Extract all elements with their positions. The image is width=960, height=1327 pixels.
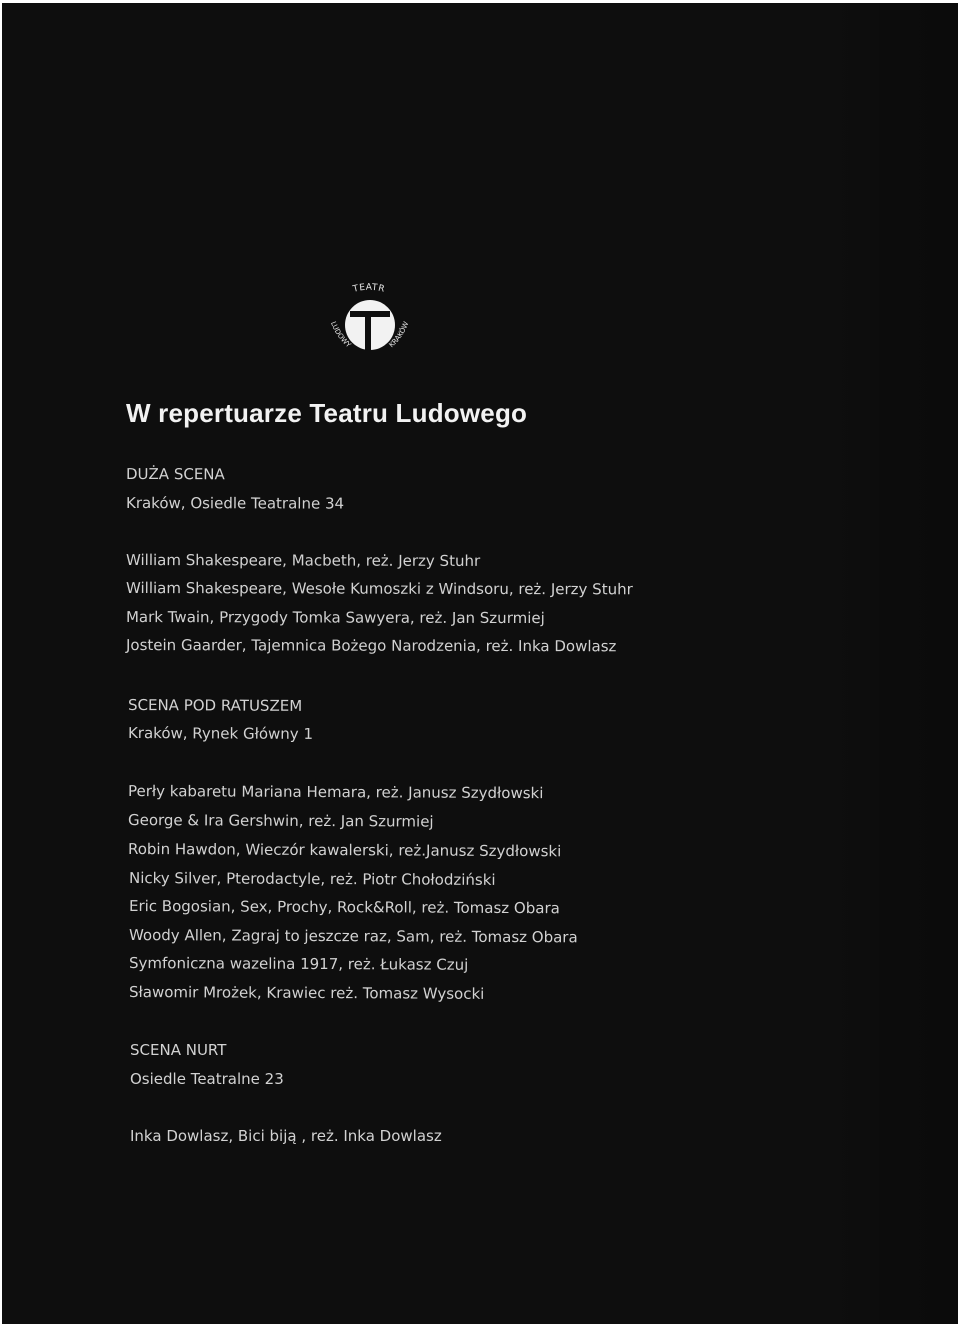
list-item: Sławomir Mrożek, Krawiec reż. Tomasz Wysocki — [128, 983, 485, 1003]
section-address: Osiedle Teatralne 23 — [130, 1070, 284, 1088]
list-item: Perły kabaretu Mariana Hemara, reż. Janusz Szydłowski — [127, 782, 544, 803]
list-item: William Shakespeare, Macbeth, reż. Jerzy Stuhr — [125, 551, 481, 570]
list-item: Nicky Silver, Pterodactyle, reż. Piotr Chołodziński — [128, 869, 496, 889]
list-item: Inka Dowlasz, Bici biją , reż. Inka Dowlasz — [130, 1127, 442, 1145]
teatr-ludowy-logo-icon — [319, 280, 419, 362]
list-item: William Shakespeare, Wesołe Kumoszki z Windsoru, reż. Jerzy Stuhr — [125, 579, 633, 599]
logo-right-text: KRAKÓW — [387, 320, 411, 350]
section-address: Kraków, Rynek Główny 1 — [127, 724, 314, 743]
section-name: DUŻA SCENA — [125, 465, 225, 484]
list-item: Robin Hawdon, Wieczór kawalerski, reż.Janusz Szydłowski — [127, 840, 562, 861]
logo-top-text: TEATR — [351, 282, 386, 295]
svg-text:TEATR — [351, 283, 386, 295]
right-edge-shading — [820, 3, 958, 1324]
list-item: Mark Twain, Przygody Tomka Sawyera, reż. Jan Szurmiej — [125, 608, 545, 628]
list-item: Jostein Gaarder, Tajemnica Bożego Narodzenia, reż. Inka Dowlasz — [125, 636, 617, 656]
page-title: W repertuarze Teatru Ludowego — [126, 398, 528, 428]
section-name: SCENA NURT — [130, 1041, 227, 1059]
list-item: Symfoniczna wazelina 1917, reż. Łukasz Czuj — [128, 954, 469, 974]
logo-left-text: LUDOWY — [329, 320, 353, 350]
list-item: Eric Bogosian, Sex, Prochy, Rock&Roll, reż. Tomasz Obara — [128, 897, 560, 918]
dark-sheet — [2, 3, 958, 1324]
list-item: George & Ira Gershwin, reż. Jan Szurmiej — [127, 811, 434, 831]
section-name: SCENA POD RATUSZEM — [127, 696, 303, 715]
list-item: Woody Allen, Zagraj to jeszcze raz, Sam, reż. Tomasz Obara — [128, 926, 578, 947]
section-address: Kraków, Osiedle Teatralne 34 — [125, 494, 345, 513]
